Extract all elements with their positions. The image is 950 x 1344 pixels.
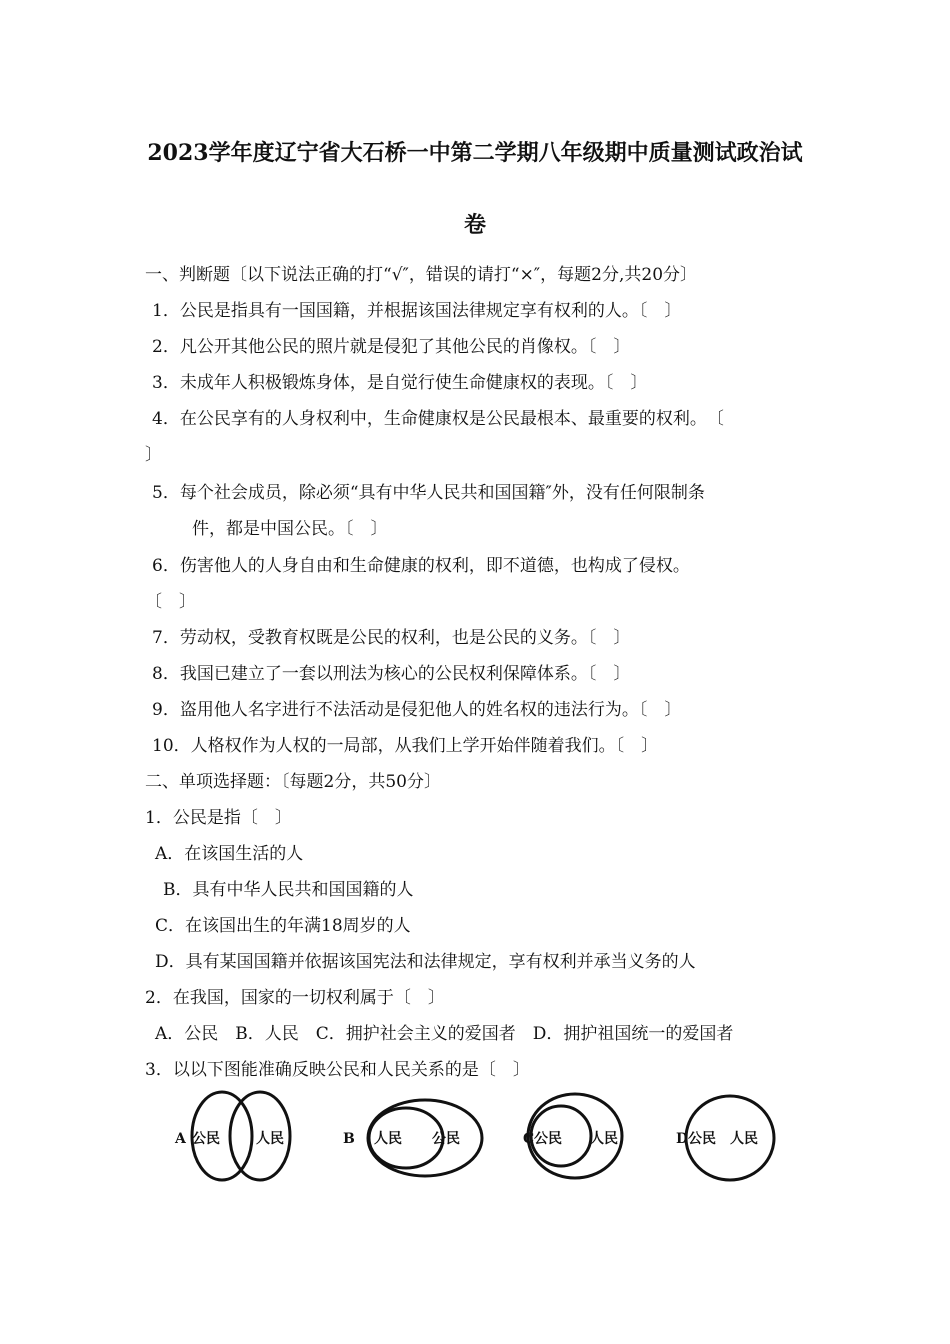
diagram-b-inner-label: 人民 (374, 1131, 402, 1147)
judge-item-1: 1．公民是指具有一国国籍，并根据该国法律规定享有权利的人。〔 〕 (152, 301, 682, 321)
q3-stem: 3．以以下图能准确反映公民和人民关系的是〔 〕 (145, 1060, 530, 1080)
diagram-b (343, 1100, 482, 1176)
q2-stem: 2．在我国，国家的一切权利属于〔 〕 (145, 988, 445, 1008)
judge-item-4-cont: 〕 (145, 445, 162, 465)
q2-options: A．公民 B．人民 C．拥护社会主义的爱国者 D．拥护祖国统一的爱国者 (155, 1024, 734, 1044)
venn-diagrams (170, 1088, 790, 1188)
q1-option-c: C．在该国出生的年满18周岁的人 (155, 916, 411, 936)
diagram-c-inner-label: 公民 (534, 1131, 562, 1147)
judge-item-9: 9．盗用他人名字进行不法活动是侵犯他人的姓名权的违法行为。〔 〕 (152, 700, 682, 720)
section2-heading: 二、单项选择题：〔每题2分，共50分〕 (145, 772, 441, 792)
judge-item-3: 3．未成年人积极锻炼身体，是自觉行使生命健康权的表现。〔 〕 (152, 373, 648, 393)
document-title-line2: 卷 (463, 212, 486, 238)
diagram-a-letter: A (175, 1131, 186, 1147)
document-title-line1: 2023学年度辽宁省大石桥一中第二学期八年级期中质量测试政治试 (147, 140, 803, 166)
diagram-c (523, 1094, 622, 1178)
diagram-d-left-label: 公民 (688, 1131, 716, 1147)
judge-item-4: 4．在公民享有的人身权利中，生命健康权是公民最根本、最重要的权利。 〔 (152, 409, 724, 429)
q1-option-d: D．具有某国国籍并依据该国宪法和法律规定，享有权利并承当义务的人 (155, 952, 696, 972)
diagram-c-letter: C (523, 1131, 535, 1147)
diagram-b-outer-label: 公民 (432, 1131, 460, 1147)
q1-stem: 1．公民是指〔 〕 (145, 808, 292, 828)
diagram-b-letter: B (343, 1131, 355, 1147)
judge-item-5: 5．每个社会成员，除必须“具有中华人民共和国国籍″外，没有任何限制条 (152, 483, 705, 503)
judge-item-8: 8．我国已建立了一套以刑法为核心的公民权利保障体系。〔 〕 (152, 664, 631, 684)
q1-option-a: A．在该国生活的人 (155, 844, 304, 864)
q1-option-b: B．具有中华人民共和国国籍的人 (163, 880, 414, 900)
judge-item-7: 7．劳动权，受教育权既是公民的权利，也是公民的义务。〔 〕 (152, 628, 631, 648)
judge-item-6: 6．伤害他人的人身自由和生命健康的权利，即不道德，也构成了侵权。 (152, 556, 690, 576)
diagram-d (676, 1096, 774, 1180)
diagram-c-outer-label: 人民 (590, 1131, 618, 1147)
judge-item-2: 2．凡公开其他公民的照片就是侵犯了其他公民的肖像权。〔 〕 (152, 337, 631, 357)
section1-heading: 一、判断题〔以下说法正确的打“√″，错误的请打“×″，每题2分,共20分〕 (145, 265, 698, 285)
diagram-a-left-label: 公民 (192, 1131, 220, 1147)
diagram-a-right-label: 人民 (256, 1131, 284, 1147)
judge-item-6-cont: 〔 〕 (145, 592, 196, 612)
diagram-d-right-label: 人民 (730, 1131, 758, 1147)
judge-item-5-cont: 件，都是中国公民。〔 〕 (192, 519, 388, 539)
diagram-d-letter: D (676, 1131, 689, 1147)
diagram-a (174, 1092, 290, 1180)
judge-item-10: 10．人格权作为人权的一局部，从我们上学开始伴随着我们。〔 〕 (152, 736, 659, 756)
